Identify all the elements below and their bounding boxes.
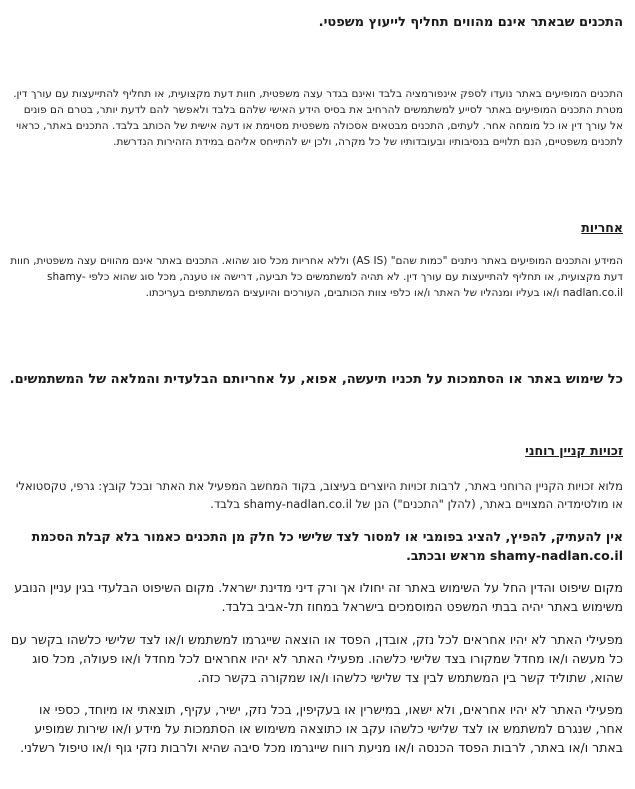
jurisdiction-paragraph: מקום שיפוט והדין החל על השימוש באתר זה יחולו אך ורק דיני מדינת ישראל. מקום השיפוט הבלעדי בגין עניין הנובע משימוש באתר יהיה בבתי המשפט המוסמכים בישראל במחוז תל-אביב בלבד. (14, 580, 623, 614)
liability-paragraph: המידע והתכנים המופיעים באתר ניתנים "כמות שהם" (AS IS) וללא אחריות מכל סוג שהוא. התכנים באתר אינם מהווים עצה משפטית, חוות דעת מקצועית, או תחליף להתייעצות עם עורך דין. לא תהיה למשתמשים כל תביעה, דרישה או טענה, מכל סוג שהוא כלפי shamy-nadlan.co.il ו/או בעליו ומנהליו של האתר ו/או כלפי צוות הכותבים, העורכים והיועצים המשתתפים בעריכתו. (10, 255, 623, 299)
copy-prohibition-statement: אין להעתיק, להפיץ, להציג בפומבי או למסור לצד שלישי כל חלק מן התכנים כאמור בלא קבלת הסכמת shamy-nadlan.co.il מראש ובכתב. (31, 529, 623, 563)
operators-liability-paragraph-2: מפעילי האתר לא יהיו אחראים, ולא ישאו, במישרין או בעקיפין, בכל נזק, ישיר, עקיף, תוצאתי או מיוחד, כספי או אחר, שנגרם למשתמש או לצד שלישי כלשהו עקב או כתוצאה משימוש או הסתמכות על מידע ו/או שירות שמופיע באתר ו/או באתר, לרבות הפסד הכנסה ו/או מניעת רווח שייגרמו מכל סיבה שהיא ולרבות נזקי גוף ו/או טיפול רשלני. (20, 702, 623, 755)
reliance-statement: כל שימוש באתר או הסתמכות על תכניו תיעשה, אפוא, על אחריותם הבלעדית והמלאה של המשתמשים. (9, 372, 623, 387)
ip-heading: זכויות קניין רוחני (525, 443, 623, 458)
disclaimer-title: התכנים שבאתר אינם מהווים תחליף לייעוץ משפטי. (318, 15, 623, 30)
disclaimer-paragraph: התכנים המופיעים באתר נועדו לספק אינפורמציה בלבד ואינם בגדר עצה משפטית, חוות דעת מקצועית, או תחליף להתייעצות עם עורך דין. מטרת התכנים המופיעים באתר לסייע למשתמשים להרחיב את בסיס הידע האישי שלהם בלבד ולאפשר להם לדעת יותר, בטרם הם פונים אל עורך דין או כל מומחה אחר. לעתים, התכנים מבטאים אסכולה משפטית מסוימת או דעה אישית של הכותב בלבד. התכנים באתר, כראוי לתכנים משפטיים, הנם תלויים בנסיבותיו ובעובדותיו של כל מקרה, ולכן יש להתייחס אליהם במידת הזהירות הנדרשת. (13, 88, 623, 148)
liability-heading: אחריות (581, 220, 623, 235)
ip-paragraph: מלוא זכויות הקניין הרוחני באתר, לרבות זכויות היוצרים בעיצוב, בקוד המחשב המפעיל את האתר ובכל קובץ: גרפי, טקסטואלי או מולטימדיה המצויים באתר, (להלן "התכנים") הנן של shamy-nadlan.co.il בלבד. (15, 479, 623, 511)
operators-liability-paragraph-1: מפעילי האתר לא יהיו אחראים לכל נזק, אובדן, הפסד או הוצאה שייגרמו למשתמש ו/או לצד שלישי כלשהו בקשר עם כל מעשה ו/או מחדל שמקורו בצד שלישי כלשהו. מפעילי האתר לא יהיו אחראים לכל מחדל ו/או פעולה, מכל סוג שהוא, שתוליד קשר בין המשתמש לבין צד שלישי כלשהו ו/או שמקורה בקשר כזה. (10, 632, 623, 685)
